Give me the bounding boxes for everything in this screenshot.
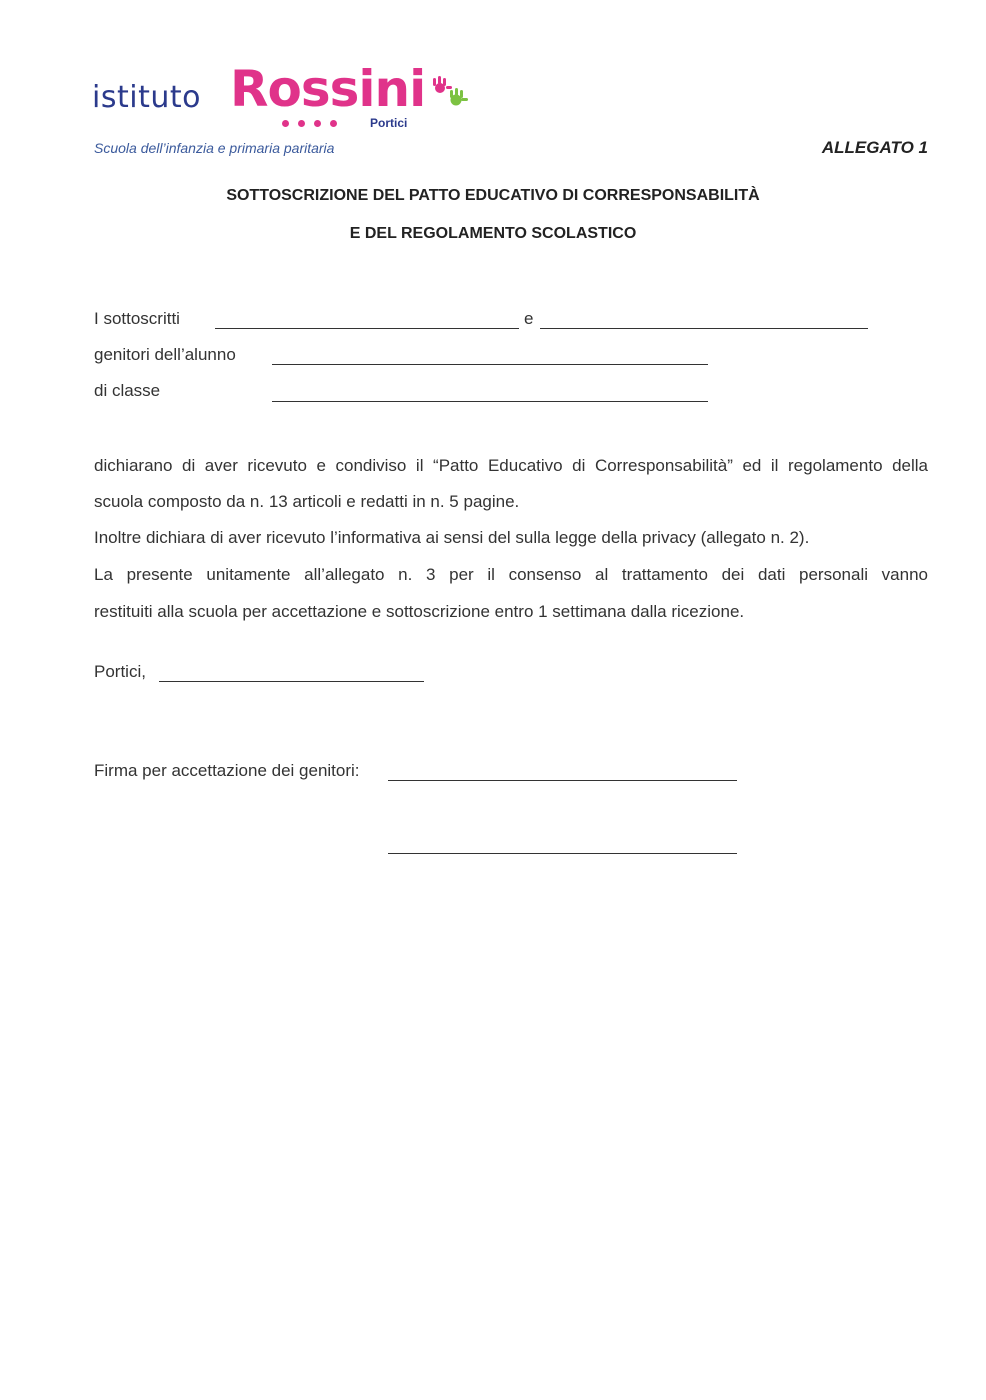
declaration-paragraph-line2: scuola composto da n. 13 articoli e redatti in n. 5 pagine. (94, 492, 520, 511)
signers-label: I sottoscritti (94, 309, 180, 328)
annex-label: ALLEGATO 1 (821, 138, 928, 157)
hands-icon (430, 76, 470, 112)
return-paragraph-line1: La presente unitamente all’allegato n. 3 per il consenso al trattamento dei dati personali vanno (94, 565, 928, 584)
conjunction-label: e (524, 309, 534, 328)
date-field[interactable] (159, 680, 424, 682)
logo-rossini-text: Rossini (230, 60, 426, 118)
privacy-paragraph: Inoltre dichiara di aver ricevuto l’informativa ai sensi del sulla legge della privacy (allegato n. 2). (94, 528, 810, 547)
signature-label: Firma per accettazione dei genitori: (94, 761, 360, 780)
signature2-field[interactable] (388, 852, 737, 854)
return-paragraph-line2: restituiti alla scuola per accettazione e sottoscrizione entro 1 settimana dalla ricezione. (94, 602, 745, 621)
signer2-field[interactable] (540, 327, 868, 329)
signature1-field[interactable] (388, 779, 737, 781)
declaration-paragraph-line1: dichiarano di aver ricevuto e condiviso il “Patto Educativo di Corresponsabilità” ed il regolamento della (94, 456, 928, 475)
document-title-line2: E DEL REGOLAMENTO SCOLASTICO (349, 225, 637, 242)
school-logo (92, 60, 472, 136)
parents-label: genitori dell’alunno (94, 345, 236, 364)
student-name-field[interactable] (272, 363, 708, 365)
logo-istituto-text: istituto (92, 80, 201, 115)
signer1-field[interactable] (215, 327, 519, 329)
school-subtitle: Scuola dell’infanzia e primaria paritaria (94, 140, 335, 156)
class-label: di classe (94, 381, 161, 400)
logo-dots (282, 114, 346, 132)
document-title-line1: SOTTOSCRIZIONE DEL PATTO EDUCATIVO DI CORRESPONSABILITÀ (226, 187, 760, 204)
class-field[interactable] (272, 400, 708, 402)
logo-portici-text: Portici (370, 116, 408, 130)
place-label: Portici, (94, 662, 146, 681)
